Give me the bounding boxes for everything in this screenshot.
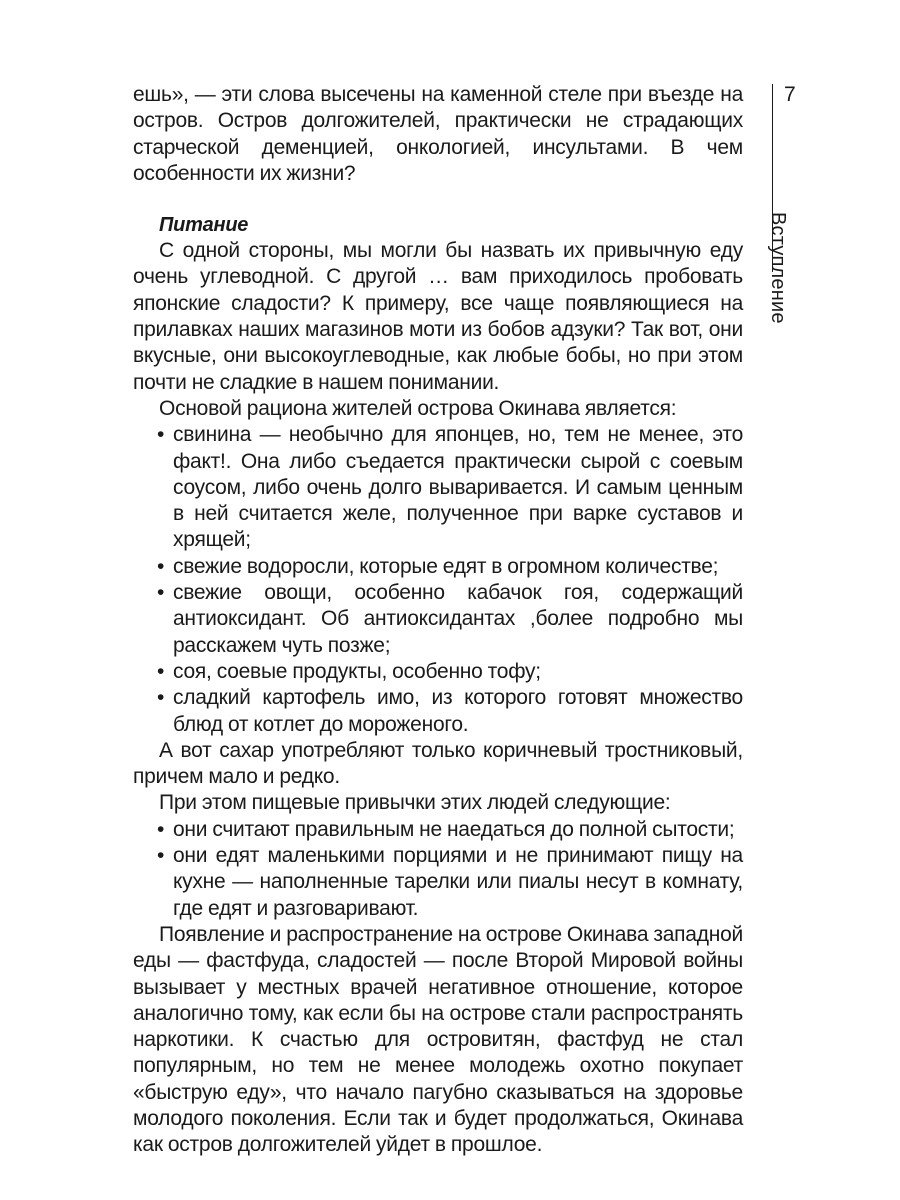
intro-paragraph: ешь», — эти слова высечены на каменной стеле при въезде на остров. Остров долгожителей, практически не страдающих старческой деменцией, онкологией, инсультами. В чем особенности их жизни?	[133, 83, 743, 185]
bullet-icon: •	[157, 817, 165, 841]
paragraph-diet-basis: Основой рациона жителей острова Окинава является:	[159, 396, 677, 420]
list-item-text: они считают правильным не наедаться до полной сытости;	[173, 817, 735, 841]
bullet-icon: •	[157, 554, 165, 578]
bullet-icon: •	[157, 659, 165, 683]
list-item-text: свежие овощи, особенно кабачок гоя, содержащий антиоксидант. Об антиоксидантах ,более подробно мы расскажем чуть позже;	[173, 581, 743, 657]
running-title: Вступление	[767, 212, 789, 324]
paragraph-fastfood: Появление и распространение на острове Окинава западной еды — фастфуда, сладостей — после Второй Мировой войны вызывает у местных врачей негативное отношение, которое аналогично тому, как если бы на острове стали распространять наркотики. К счастью для островитян, фастфуд не стал популярным, но тем не менее молодежь охотно покупает «быструю еду», что начало пагубно сказываться на здоровье молодого поколения. Если так и будет продолжаться, Окинава как остров долгожителей уйдет в прошлое.	[133, 922, 743, 1157]
list-item	[133, 685, 743, 738]
section-heading: Питание	[159, 214, 249, 237]
bullet-icon: •	[157, 581, 165, 605]
paragraph-sugar: А вот сахар употребляют только коричневый тростниковый, причем мало и редко.	[133, 738, 743, 789]
list-item-text: соя, соевые продукты, особенно тофу;	[173, 659, 541, 683]
list-item-text: свинина — необычно для японцев, но, тем не менее, это факт!. Она либо съедается практически сырой с соевым соусом, либо очень долго вываривается. И самым ценным в ней считается желе, полученное при варке суставов и хрящей;	[173, 423, 743, 552]
list-item-text: сладкий картофель имо, из которого готовят множество блюд от котлет до мороженого.	[173, 686, 743, 736]
paragraph-carbs: С одной стороны, мы могли бы назвать их привычную еду очень углеводной. С другой … вам приходилось пробовать японские сладости? К примеру, все чаще появляющиеся на прилавках наших магазинов моти из бобов адзуки? Так вот, они вкусные, они высокоуглеводные, как любые бобы, но при этом почти не сладкие в нашем понимании.	[133, 239, 743, 394]
bullet-icon: •	[157, 844, 165, 868]
diet-list	[133, 422, 743, 738]
main-text-column	[133, 82, 743, 1159]
page-number: 7	[784, 83, 796, 106]
paragraph-habits-intro: При этом пищевые привычки этих людей следующие:	[159, 791, 671, 815]
bullet-icon: •	[157, 423, 165, 447]
list-item-text: свежие водоросли, которые едят в огромном количестве;	[173, 554, 719, 578]
list-item	[133, 422, 743, 553]
list-item	[133, 580, 743, 659]
list-item	[133, 843, 743, 922]
list-item-text: они едят маленькими порциями и не принимают пищу на кухне — наполненные тарелки или пиалы несут в комнату, где едят и разговаривают.	[173, 844, 743, 920]
list-item	[133, 659, 743, 685]
habits-list	[133, 817, 743, 922]
list-item	[133, 817, 743, 843]
bullet-icon: •	[157, 686, 165, 710]
list-item	[133, 554, 743, 580]
